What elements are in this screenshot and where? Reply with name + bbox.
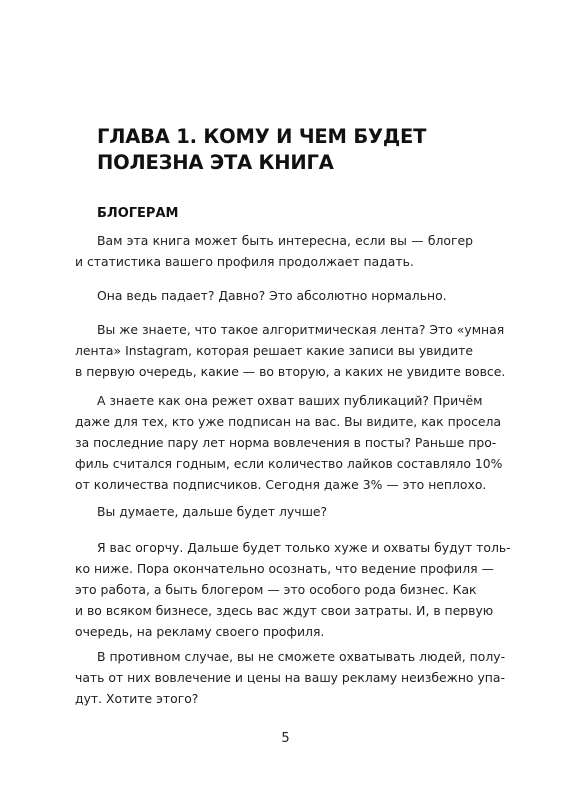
paragraph	[75, 537, 511, 642]
text-line: Я вас огорчу. Дальше будет только хуже и охваты будут толь-	[97, 540, 511, 555]
text-line: за последние пару лет норма вовлечения в посты? Раньше про-	[75, 435, 497, 450]
text-line: чать от них вовлечение и цены на вашу рекламу неизбежно упа-	[75, 670, 505, 685]
text-line: и статистика вашего профиля продолжает падать.	[75, 254, 414, 269]
paragraph	[75, 319, 506, 382]
text-line: от количества подписчиков. Сегодня даже 3% — это неплохо.	[75, 477, 487, 492]
chapter-title-line: ГЛАВА 1. КОМУ И ЧЕМ БУДЕТ	[97, 125, 427, 148]
section-heading: БЛОГЕРАМ	[97, 206, 179, 221]
chapter-title	[97, 124, 487, 176]
text-line: Вам эта книга может быть интересна, если вы — блогер	[97, 233, 473, 248]
text-line: лента» Instagram, которая решает какие записи вы увидите	[75, 343, 473, 358]
paragraph	[75, 285, 473, 306]
paragraph	[75, 501, 473, 522]
page-number: 5	[281, 731, 290, 746]
text-line: очередь, на рекламу своего профиля.	[75, 624, 325, 639]
text-line: дут. Хотите этого?	[75, 691, 199, 706]
text-line: и во всяком бизнесе, здесь вас ждут свои затраты. И, в первую	[75, 603, 494, 618]
text-line: даже для тех, кто уже подписан на вас. Вы видите, как просела	[75, 414, 502, 429]
text-line: это работа, а быть блогером — это особого рода бизнес. Как	[75, 582, 477, 597]
text-line: А знаете как она режет охват ваших публикаций? Причём	[97, 393, 483, 408]
chapter-title-line: ПОЛЕЗНА ЭТА КНИГА	[97, 151, 334, 174]
text-line: филь считался годным, если количество лайков составляло 10%	[75, 456, 503, 471]
paragraph	[75, 646, 506, 709]
text-line: в первую очередь, какие — во вторую, а каких не увидите вовсе.	[75, 364, 506, 379]
text-line: Она ведь падает? Давно? Это абсолютно нормально.	[97, 288, 447, 303]
text-line: Вы думаете, дальше будет лучше?	[97, 504, 328, 519]
text-line: В противном случае, вы не сможете охватывать людей, полу-	[97, 649, 506, 664]
text-line: ко ниже. Пора окончательно осознать, что ведение профиля —	[75, 561, 494, 576]
paragraph	[75, 390, 503, 495]
paragraph	[75, 230, 473, 272]
text-line: Вы же знаете, что такое алгоритмическая лента? Это «умная	[97, 322, 505, 337]
